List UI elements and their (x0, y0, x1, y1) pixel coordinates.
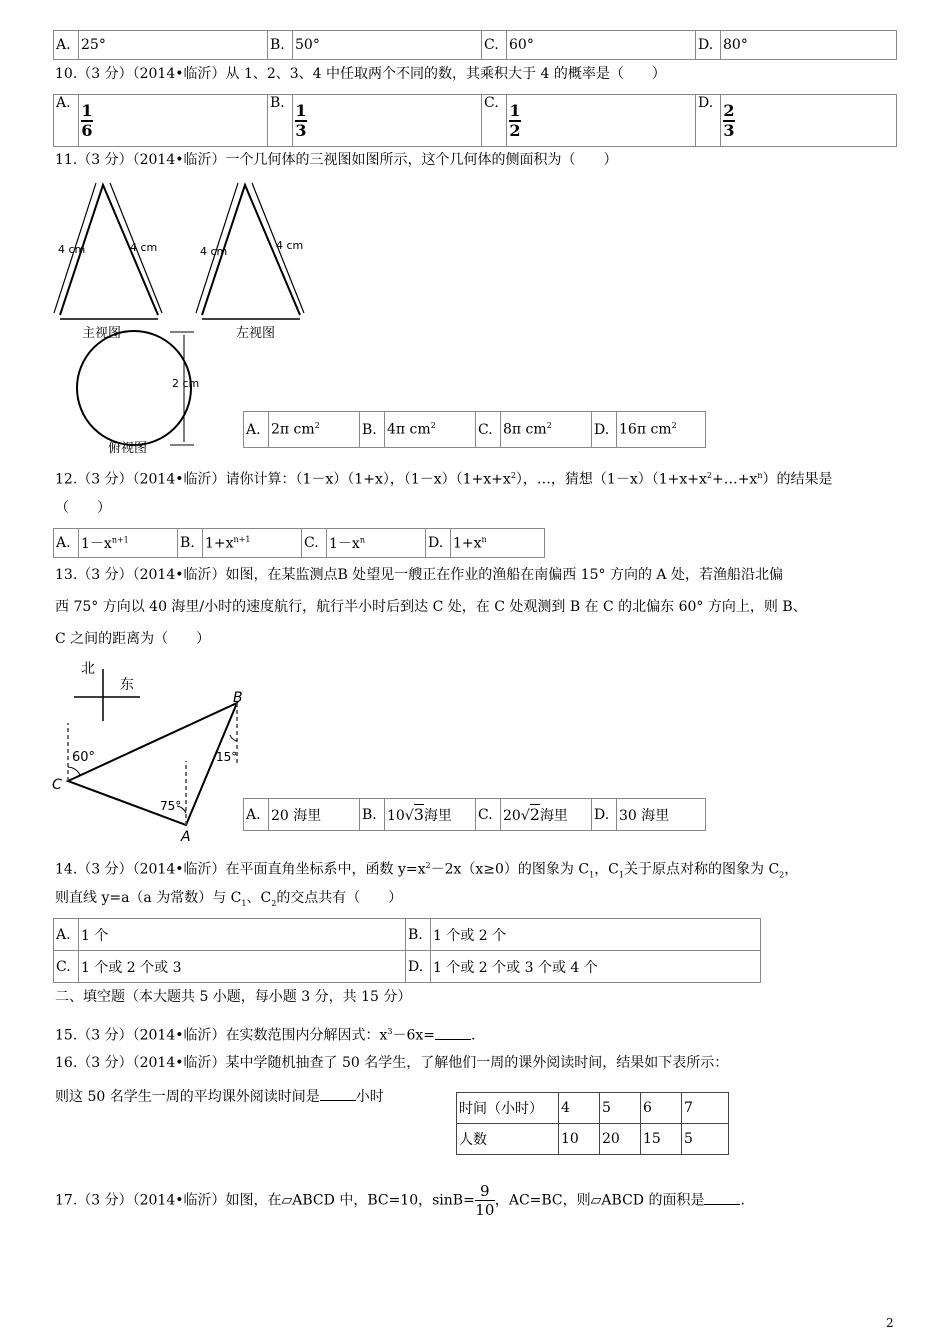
unit: 海里 (423, 807, 452, 824)
t: 17.（3 分）（2014•临沂）如图，在▱ABCD 中，BC=10，sinB= (55, 1192, 475, 1209)
q17-text (55, 1182, 745, 1219)
radicand: 2 (529, 804, 540, 824)
q11-text: 11.（3 分）（2014•临沂）一个几何体的三视图如图所示，这个几何体的侧面积为（ ） (55, 152, 618, 168)
q11-option-a[interactable] (269, 412, 360, 448)
table-cell: 6 (641, 1093, 682, 1124)
section-2-heading: 二、填空题（本大题共 5 小题，每小题 3 分，共 15 分） (55, 989, 412, 1005)
fraction (81, 102, 93, 140)
table-cell: 5 (682, 1124, 729, 1155)
denominator: 3 (723, 120, 735, 140)
q11-option-d[interactable] (617, 412, 706, 448)
exp: 2 (706, 471, 712, 480)
angle-60-label: 60° (72, 750, 96, 765)
t: －2x（x≥0）的图象为 C (430, 861, 590, 878)
q12-option-b-key: B. (178, 529, 203, 558)
value: 1－x (329, 536, 360, 552)
exp: 2 (510, 471, 516, 480)
q13-option-c-key: C. (476, 799, 501, 831)
sub: 1 (618, 870, 624, 880)
table-cell: 7 (682, 1093, 729, 1124)
table-cell: 5 (600, 1093, 641, 1124)
top-view-label: 俯视图 (108, 441, 148, 456)
numerator: 1 (295, 100, 307, 120)
q12-option-a-key: A. (54, 529, 79, 558)
q13-line2: 西 75° 方向以 40 海里/小时的速度航行，航行半小时后到达 C 处，在 C 处观测到 B 在 C 的北偏东 60° 方向上，则 B、 (55, 599, 807, 615)
exponent: 2 (671, 421, 677, 431)
q13-figure (50, 655, 260, 845)
q15-text (55, 1022, 476, 1046)
q12-paren: （ ） (55, 500, 111, 516)
table-cell: 20 (600, 1124, 641, 1155)
diameter-label: 2 cm (172, 377, 200, 390)
q11-options (243, 411, 706, 448)
radicand: 3 (413, 804, 424, 824)
coef: 20 (503, 807, 521, 824)
q10-option-b[interactable] (293, 95, 482, 147)
value: 8π cm (503, 421, 547, 438)
t: ，AC=BC，则▱ABCD 的面积是 (494, 1192, 705, 1209)
t: 、C (246, 890, 272, 906)
q12-text-d: ）的结果是 (762, 471, 833, 488)
fraction (295, 102, 307, 140)
unit: 海里 (539, 807, 568, 824)
q11-option-a-key: A. (244, 412, 269, 448)
q10-option-c[interactable] (507, 95, 696, 147)
t: 15.（3 分）（2014•临沂）在实数范围内分解因式：x (55, 1027, 388, 1044)
q12-text-c: +…+x (711, 471, 758, 488)
exp: 2 (425, 861, 431, 870)
exponent: n+1 (233, 534, 251, 544)
q9-options (53, 30, 897, 60)
exponent: n (359, 535, 365, 545)
q13-option-b-key: B. (360, 799, 385, 831)
q9-option-b-key: B. (268, 31, 293, 60)
numerator: 1 (81, 100, 93, 120)
fraction (475, 1182, 495, 1219)
q14-option-b-key: B. (406, 919, 431, 951)
q12-option-c-key: C. (302, 529, 327, 558)
table-cell: 4 (559, 1093, 600, 1124)
value: 1+x (205, 535, 234, 552)
value: 1+x (453, 535, 482, 552)
table-header-time: 时间（小时） (457, 1093, 559, 1124)
q10-option-a-key: A. (54, 95, 79, 147)
q13-option-a[interactable]: 20 海里 (269, 799, 360, 831)
q12-option-d[interactable] (451, 529, 545, 558)
angle-15-label: 15° (216, 750, 238, 764)
main-view-label: 主视图 (82, 326, 122, 341)
q13-option-d-key: D. (592, 799, 617, 831)
q12-option-a[interactable] (79, 529, 178, 558)
t: 关于原点对称的图象为 C (624, 861, 780, 878)
q13-line3: C 之间的距离为（ ） (55, 631, 211, 647)
exponent: n+1 (111, 535, 129, 545)
q14-option-d-key: D. (406, 951, 431, 983)
q12-option-d-key: D. (426, 529, 451, 558)
side-dim-left: 4 cm (200, 245, 228, 258)
denominator: 10 (475, 1201, 495, 1219)
q11-option-c[interactable] (501, 412, 592, 448)
q15-answer-blank[interactable] (435, 1025, 471, 1040)
q16-data-table (456, 1092, 729, 1155)
numerator: 9 (480, 1182, 490, 1200)
q16-line2 (55, 1086, 384, 1107)
angle-75-label: 75° (160, 799, 182, 813)
q10-option-c-key: C. (482, 95, 507, 147)
point-a-label: A (181, 829, 191, 845)
table-header-count: 人数 (457, 1124, 559, 1155)
exp: n (757, 471, 763, 480)
q12-text-a: 12.（3 分）（2014•临沂）请你计算：（1－x）（1+x），（1－x）（1+x+x (55, 471, 511, 488)
fraction (509, 102, 521, 140)
main-dim-right: 4 cm (130, 241, 158, 254)
point-b-label: B (233, 690, 243, 706)
value: 16π cm (619, 421, 672, 438)
q17-answer-blank[interactable] (704, 1190, 740, 1205)
t: ， (784, 861, 799, 878)
denominator: 6 (81, 120, 93, 140)
east-label: 东 (120, 677, 134, 693)
fraction (723, 102, 735, 140)
table-cell: 15 (641, 1124, 682, 1155)
q9-option-c-key: C. (482, 31, 507, 60)
sub: 1 (589, 870, 595, 880)
q16-answer-blank[interactable] (320, 1086, 356, 1101)
sub: 2 (779, 870, 785, 880)
exponent: 2 (546, 421, 552, 431)
table-row (457, 1093, 729, 1124)
exponent: 2 (314, 421, 320, 431)
q10-options (53, 94, 897, 147)
q14-option-c-key: C. (54, 951, 79, 983)
q9-option-b[interactable]: 50° (293, 31, 482, 60)
q13-line1: 13.（3 分）（2014•临沂）如图，在某监测点B 处望见一艘正在作业的渔船在南偏西 15° 方向的 A 处，若渔船沿北偏 (55, 567, 783, 583)
t: 的交点共有（ ） (276, 890, 403, 906)
numerator: 1 (509, 100, 521, 120)
q13-option-a-key: A. (244, 799, 269, 831)
q10-option-d-key: D. (696, 95, 721, 147)
q10-option-d[interactable] (721, 95, 897, 147)
q11-option-b-key: B. (360, 412, 385, 448)
q14-option-c[interactable]: 1 个或 2 个或 3 (79, 951, 406, 983)
q10-option-a[interactable] (79, 95, 268, 147)
q14-option-d[interactable]: 1 个或 2 个或 3 个或 4 个 (431, 951, 761, 983)
q14-option-a[interactable]: 1 个 (79, 919, 406, 951)
q11-option-d-key: D. (592, 412, 617, 448)
q9-option-d-key: D. (696, 31, 721, 60)
q12-options (53, 528, 545, 558)
table-cell: 10 (559, 1124, 600, 1155)
q14-line2 (55, 888, 402, 914)
q12-option-b[interactable] (203, 529, 302, 558)
page-number: 2 (886, 1316, 894, 1330)
main-dim-left: 4 cm (58, 243, 86, 256)
q13-option-c[interactable]: 20√2海里 (501, 799, 592, 831)
q14-line1 (55, 856, 798, 885)
q12-text (55, 466, 832, 490)
table-row (457, 1124, 729, 1155)
q10-option-b-key: B. (268, 95, 293, 147)
q16-line1: 16.（3 分）（2014•临沂）某中学随机抽查了 50 名学生，了解他们一周的课外阅读时间，结果如下表所示： (55, 1055, 729, 1071)
q11-option-b[interactable] (385, 412, 476, 448)
t: 小时 (355, 1089, 384, 1105)
t: 则直线 y=a（a 为常数）与 C (55, 890, 242, 906)
q9-option-a-key: A. (54, 31, 79, 60)
q14-option-b[interactable]: 1 个或 2 个 (431, 919, 761, 951)
t: . (471, 1027, 476, 1044)
exp: 3 (387, 1027, 393, 1036)
t: 14.（3 分）（2014•临沂）在平面直角坐标系中，函数 y=x (55, 861, 426, 878)
north-label: 北 (81, 661, 95, 677)
point-c-label: C (52, 777, 62, 793)
q12-text-b: ），…，猜想（1－x）（1+x+x (515, 471, 707, 488)
q9-option-c[interactable]: 60° (507, 31, 696, 60)
exponent: 2 (430, 421, 436, 431)
exponent: n (481, 534, 487, 544)
value: 2π cm (271, 421, 315, 438)
denominator: 2 (509, 120, 521, 140)
q9-option-d[interactable]: 80° (721, 31, 897, 60)
t: . (740, 1192, 745, 1209)
t: 则这 50 名学生一周的平均课外阅读时间是 (55, 1089, 320, 1105)
side-view-label: 左视图 (236, 326, 276, 341)
side-dim-right: 4 cm (276, 239, 304, 252)
denominator: 3 (295, 120, 307, 140)
q11-option-c-key: C. (476, 412, 501, 448)
value: 4π cm (387, 421, 431, 438)
q13-option-d[interactable]: 30 海里 (617, 799, 706, 831)
coef: 10 (387, 807, 405, 824)
q13-options (243, 798, 706, 831)
numerator: 2 (723, 100, 735, 120)
q10-text: 10.（3 分）（2014•临沂）从 1、2、3、4 中任取两个不同的数，其乘积大于 4 的概率是（ ） (55, 66, 666, 82)
value: 1－x (81, 536, 112, 552)
q13-option-b[interactable]: 10√3海里 (385, 799, 476, 831)
sub: 2 (271, 898, 277, 908)
q12-option-c[interactable] (327, 529, 426, 558)
q14-options (53, 918, 761, 983)
t: －6x= (392, 1027, 436, 1044)
sub: 1 (241, 898, 247, 908)
t: ，C (594, 861, 619, 878)
q14-option-a-key: A. (54, 919, 79, 951)
q9-option-a[interactable]: 25° (79, 31, 268, 60)
